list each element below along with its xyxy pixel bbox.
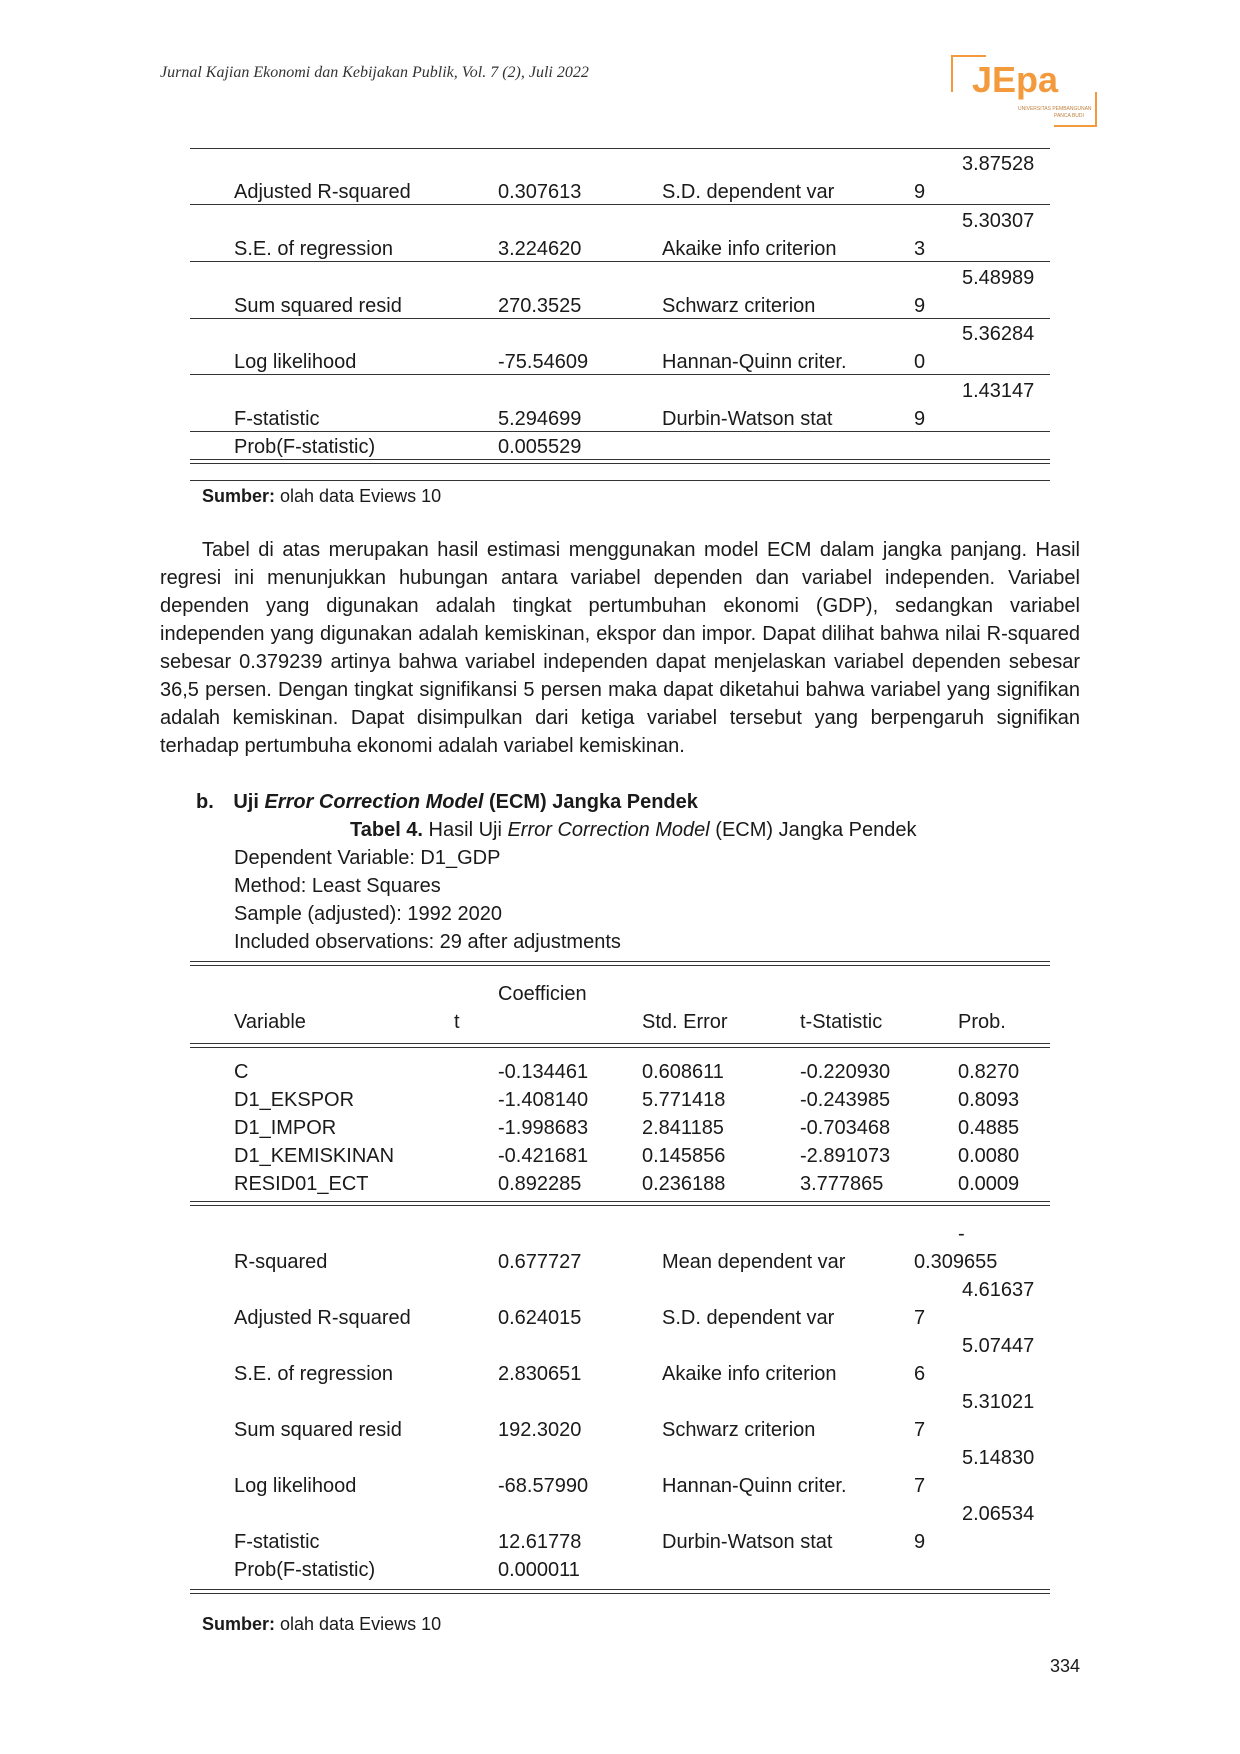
cell-coefficient: -1.408140 [498, 1089, 589, 1111]
stat-label: Sum squared resid [234, 295, 402, 317]
stat-label-right: Durbin-Watson stat [662, 1531, 833, 1553]
logo-sub1: UNIVERSITAS PEMBANGUNAN [1018, 106, 1092, 112]
stat-value: 2.830651 [498, 1363, 582, 1385]
row-rule [190, 204, 1050, 205]
cell-variable: D1_IMPOR [234, 1117, 337, 1139]
table-meta: Method: Least Squares [234, 875, 441, 897]
stat-label-right: Hannan-Quinn criter. [662, 1475, 847, 1497]
cell-prob: 0.8270 [958, 1061, 1020, 1083]
table3-bottom-rule [190, 480, 1050, 481]
stat-label: Prob(F-statistic) [234, 436, 376, 458]
stat-label: Sum squared resid [234, 1419, 402, 1441]
row-rule [190, 431, 1050, 432]
stat-label: Adjusted R-squared [234, 181, 411, 203]
table4-bottom-rule [190, 1589, 1050, 1594]
cell-prob: 0.4885 [958, 1117, 1020, 1139]
cell-t-statistic: -0.243985 [800, 1089, 891, 1111]
page-number: 334 [1049, 1656, 1080, 1676]
stat-label: Prob(F-statistic) [234, 1559, 376, 1581]
stat-value: 0.005529 [498, 436, 582, 458]
stat-value-bottom: 9 [914, 1531, 926, 1553]
stat-value: 3.224620 [498, 238, 582, 260]
stat-label-right: Hannan-Quinn criter. [662, 351, 847, 373]
cell-coefficient: -1.998683 [498, 1117, 589, 1139]
stat-value: 12.61778 [498, 1531, 582, 1553]
column-header-t-statistic: t-Statistic [800, 1011, 883, 1033]
section-number: b. [196, 791, 214, 813]
stat-value: -68.57990 [498, 1475, 589, 1497]
section-b-heading [196, 790, 698, 814]
stat-value-top: 5.31021 [962, 1391, 1035, 1413]
stat-label: S.E. of regression [234, 238, 393, 260]
stat-label-right: Akaike info criterion [662, 238, 837, 260]
stat-label-right: Schwarz criterion [662, 295, 816, 317]
cell-t-statistic: -2.891073 [800, 1145, 891, 1167]
cell-coefficient: 0.892285 [498, 1173, 582, 1195]
stat-value-bottom: 9 [914, 181, 926, 203]
stat-value-bottom: 0.309655 [914, 1251, 998, 1273]
stat-value-top: 3.87528 [962, 153, 1035, 175]
table3-bottom-double-rule [190, 459, 1050, 464]
stat-label: S.E. of regression [234, 1363, 393, 1385]
column-header-std-error: Std. Error [642, 1011, 728, 1033]
cell-std-error: 5.771418 [642, 1089, 726, 1111]
journal-logo [950, 52, 1100, 130]
stat-label-right: Schwarz criterion [662, 1419, 816, 1441]
section-italic: Error Correction Model [264, 791, 484, 813]
stat-value-bottom: 3 [914, 238, 926, 260]
source-label: Sumber: [202, 1614, 276, 1634]
stat-label-right: S.D. dependent var [662, 181, 835, 203]
table-meta: Sample (adjusted): 1992 2020 [234, 903, 502, 925]
cell-std-error: 0.236188 [642, 1173, 726, 1195]
stat-label: R-squared [234, 1251, 328, 1273]
stat-value: 0.307613 [498, 181, 582, 203]
caption-text: Hasil Uji [423, 819, 508, 841]
column-header-prob: Prob. [958, 1011, 1006, 1033]
cell-prob: 0.8093 [958, 1089, 1020, 1111]
stat-value: 270.3525 [498, 295, 582, 317]
cell-std-error: 0.145856 [642, 1145, 726, 1167]
table4-top-rule [190, 961, 1050, 966]
stat-value-top: 5.36284 [962, 323, 1035, 345]
source-note-1 [202, 486, 441, 507]
cell-coefficient: -0.421681 [498, 1145, 589, 1167]
source-note-2 [202, 1614, 441, 1635]
table-meta: Dependent Variable: D1_GDP [234, 847, 501, 869]
source-label: Sumber: [202, 486, 276, 506]
journal-header: Jurnal Kajian Ekonomi dan Kebijakan Publik, Vol. 7 (2), Juli 2022 [160, 64, 589, 81]
stat-value-bottom: 9 [914, 295, 926, 317]
table4-coef-bottom-rule [190, 1201, 1050, 1206]
row-rule [190, 374, 1050, 375]
stat-value: 0.624015 [498, 1307, 582, 1329]
stat-value: -75.54609 [498, 351, 589, 373]
stat-value: 0.677727 [498, 1251, 582, 1273]
source-text: olah data Eviews 10 [275, 1614, 442, 1634]
stat-value-top: - [958, 1223, 965, 1245]
section-lead: Uji [233, 791, 265, 813]
cell-variable: D1_KEMISKINAN [234, 1145, 395, 1167]
stat-value-top: 5.30307 [962, 210, 1035, 232]
cell-std-error: 0.608611 [642, 1061, 724, 1083]
stat-value-bottom: 7 [914, 1307, 926, 1329]
caption-text-end: (ECM) Jangka Pendek [709, 819, 917, 841]
stat-value-top: 4.61637 [962, 1279, 1035, 1301]
stat-value: 192.3020 [498, 1419, 582, 1441]
body-paragraph: Tabel di atas merupakan hasil estimasi menggunakan model ECM dalam jangka panjang. Hasil regresi ini menunjukkan hubungan antara variabel dependen dan variabel independen. Variabel dependen yang digunakan adalah tingkat pertumbuhan ekonomi (GDP), sedangkan variabel independen yang digunakan adalah kemiskinan, ekspor dan impor. Dapat dilihat bahwa nilai R-squared sebesar 0.379239 artinya bahwa variabel independen dapat menjelaskan variabel dependen sebesar 36,5 persen. Dengan tingkat signifikansi 5 persen maka dapat diketahui bahwa variabel yang signifikan adalah kemiskinan. Dapat disimpulkan dari ketiga variabel tersebut yang berpengaruh signifikan terhadap pertumbuha ekonomi adalah variabel kemiskinan. [160, 539, 1080, 757]
logo-sub2: PANCA BUDI [1054, 113, 1084, 119]
cell-variable: C [234, 1061, 249, 1083]
section-rest: (ECM) Jangka Pendek [483, 791, 698, 813]
logo-text: JEpa [972, 59, 1059, 100]
stat-label-right: Mean dependent var [662, 1251, 846, 1273]
cell-t-statistic: -0.703468 [800, 1117, 891, 1139]
stat-label: F-statistic [234, 408, 320, 430]
row-rule [190, 261, 1050, 262]
stat-value-bottom: 7 [914, 1419, 926, 1441]
stat-value-bottom: 6 [914, 1363, 926, 1385]
row-rule [190, 318, 1050, 319]
stat-value-bottom: 7 [914, 1475, 926, 1497]
stat-label: F-statistic [234, 1531, 320, 1553]
table3-rule [190, 148, 1050, 149]
stat-value-bottom: 9 [914, 408, 926, 430]
column-header-coefficient: Coefficien [498, 983, 587, 1005]
stat-value-bottom: 0 [914, 351, 926, 373]
stat-label-right: S.D. dependent var [662, 1307, 835, 1329]
cell-t-statistic: 3.777865 [800, 1173, 884, 1195]
stat-label: Log likelihood [234, 351, 357, 373]
stat-value-top: 5.07447 [962, 1335, 1035, 1357]
stat-value-top: 1.43147 [962, 380, 1035, 402]
cell-variable: RESID01_ECT [234, 1173, 369, 1195]
cell-std-error: 2.841185 [642, 1117, 724, 1139]
stat-label-right: Durbin-Watson stat [662, 408, 833, 430]
stat-value: 0.000011 [498, 1559, 580, 1581]
stat-value-top: 2.06534 [962, 1503, 1035, 1525]
cell-variable: D1_EKSPOR [234, 1089, 355, 1111]
stat-label-right: Akaike info criterion [662, 1363, 837, 1385]
cell-prob: 0.0080 [958, 1145, 1020, 1167]
jepa-logo-icon [950, 52, 1100, 130]
table4-caption [350, 818, 917, 842]
cell-t-statistic: -0.220930 [800, 1061, 891, 1083]
stat-value: 5.294699 [498, 408, 582, 430]
column-header-coefficient-wrap: t [454, 1011, 460, 1033]
source-text: olah data Eviews 10 [275, 486, 442, 506]
stat-label: Adjusted R-squared [234, 1307, 411, 1329]
stat-value-top: 5.14830 [962, 1447, 1035, 1469]
cell-coefficient: -0.134461 [498, 1061, 589, 1083]
cell-prob: 0.0009 [958, 1173, 1020, 1195]
column-header-variable: Variable [234, 1011, 306, 1033]
stat-label: Log likelihood [234, 1475, 357, 1497]
caption-italic: Error Correction Model [507, 819, 710, 841]
table4-header-rule [190, 1043, 1050, 1048]
stat-value-top: 5.48989 [962, 267, 1035, 289]
caption-label: Tabel 4. [350, 819, 423, 841]
table-meta: Included observations: 29 after adjustments [234, 931, 621, 953]
